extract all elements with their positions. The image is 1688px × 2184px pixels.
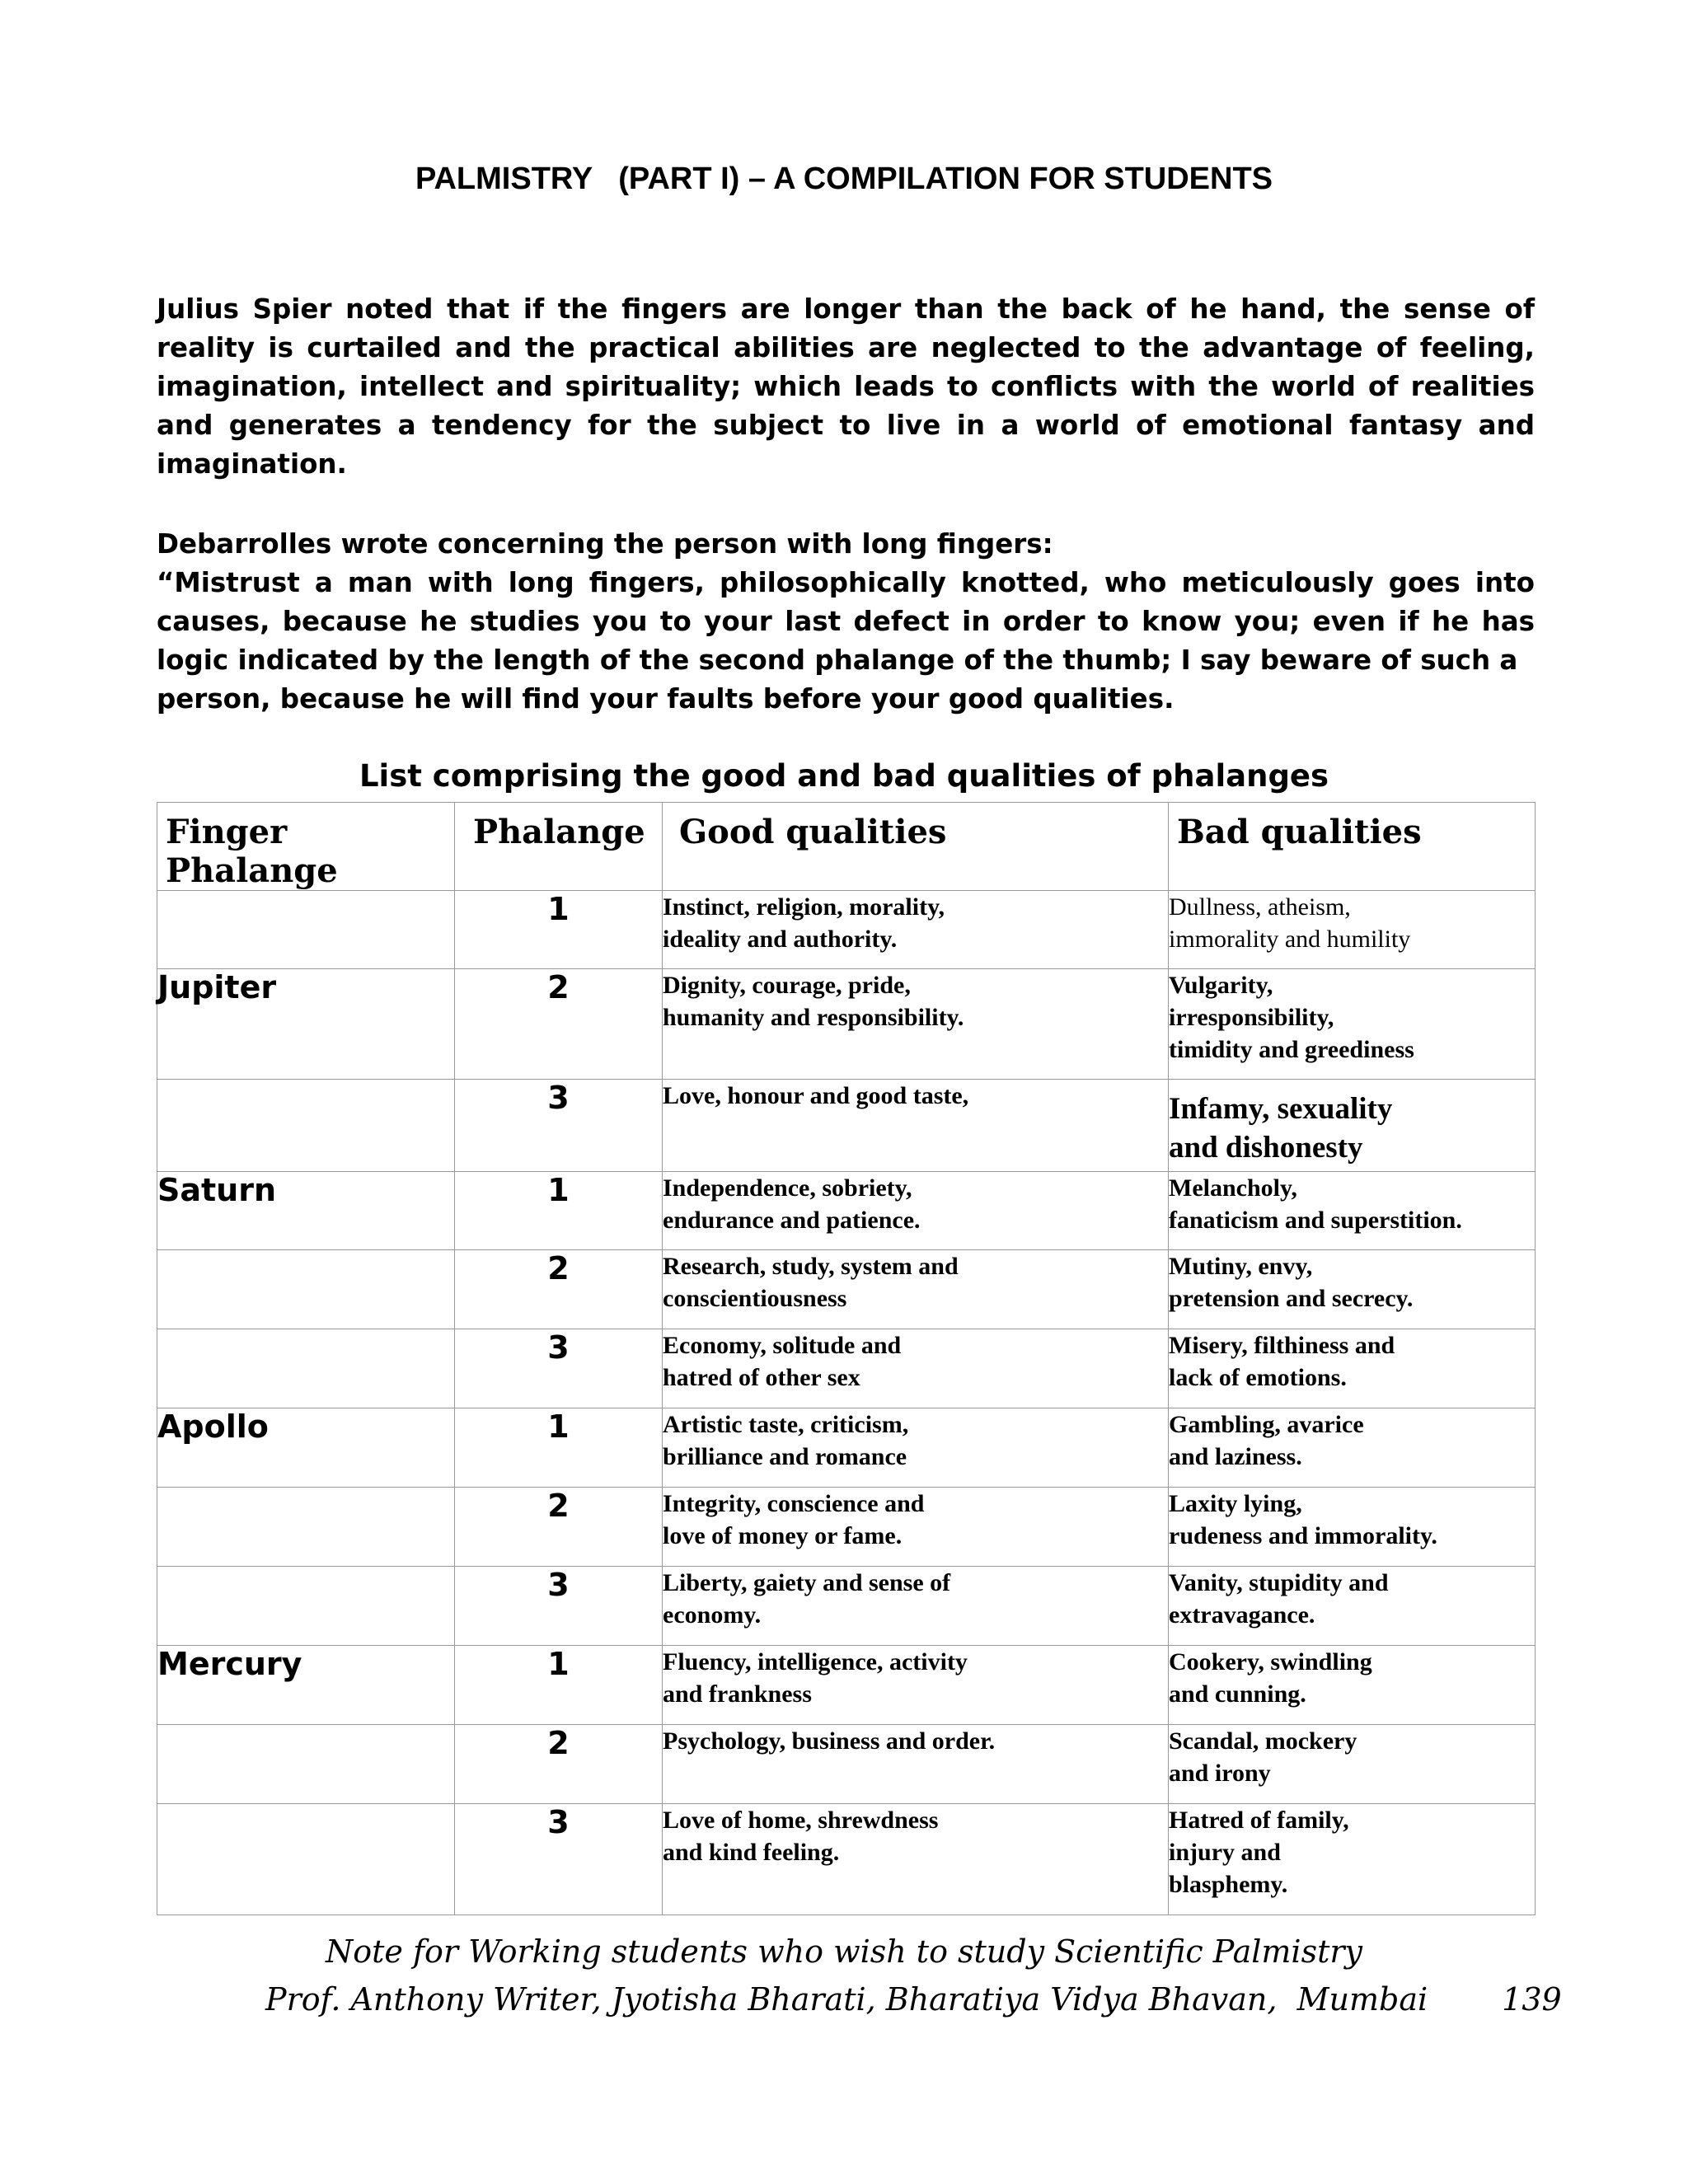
cell-bad: Laxity lying, rudeness and immorality. [1169, 1488, 1536, 1567]
cell-phalange: 1 [455, 1408, 663, 1488]
footer-note: Note for Working students who wish to study Scientific Palmistry [326, 1933, 1362, 1970]
table-header-row [157, 803, 1536, 891]
header-finger-phalange: Finger Phalange [157, 803, 455, 891]
footer-author [265, 1981, 1562, 2018]
table-caption: List comprising the good and bad qualities of phalanges [359, 758, 1329, 794]
cell-bad: Mutiny, envy, pretension and secrecy. [1169, 1250, 1536, 1329]
cell-bad: Vulgarity, irresponsibility, timidity and greediness [1169, 969, 1536, 1080]
cell-good: Dignity, courage, pride, humanity and responsibility. [663, 969, 1169, 1080]
cell-phalange: 1 [455, 1172, 663, 1250]
header-phalange: Phalange [455, 803, 663, 891]
cell-phalange: 1 [455, 891, 663, 969]
cell-bad: Scandal, mockery and irony [1169, 1725, 1536, 1804]
cell-phalange: 1 [455, 1646, 663, 1725]
cell-bad: Cookery, swindling and cunning. [1169, 1646, 1536, 1725]
cell-good: Research, study, system and conscientiousness [663, 1250, 1169, 1329]
header-bad-qualities: Bad qualities [1169, 803, 1536, 891]
cell-finger: Jupiter [157, 969, 455, 1080]
cell-phalange: 3 [455, 1804, 663, 1915]
cell-good: Instinct, religion, morality, ideality and authority. [663, 891, 1169, 969]
cell-bad: Infamy, sexuality and dishonesty [1169, 1080, 1536, 1172]
debarrolles-quote: “Mistrust a man with long fingers, philosophically knotted, who meticulously goes into causes, because he studies you to your last defect in order to know you; even if he has logic indicated by the length of the second phalange of the thumb; I say beware of such a [157, 567, 1535, 676]
cell-phalange: 2 [455, 1488, 663, 1567]
cell-phalange: 2 [455, 969, 663, 1080]
cell-good: Independence, sobriety, endurance and patience. [663, 1172, 1169, 1250]
cell-phalange: 2 [455, 1725, 663, 1804]
cell-good: Artistic taste, criticism, brilliance and romance [663, 1408, 1169, 1488]
paragraph-spier: Julius Spier noted that if the fingers are longer than the back of he hand, the sense of reality is curtailed and the practical abilities are neglected to the advantage of feeling, imagination, intellect and spirituality; which leads to conflicts with the world of realities and generates a tendency for the subject to live in a world of emotional fantasy and imagination. [157, 293, 1535, 480]
footer-author-text: Prof. Anthony Writer, Jyotisha Bharati, Bharatiya Vidya Bhavan, Mumbai [265, 1981, 1428, 2018]
table-row [157, 1725, 1536, 1804]
page-number: 139 [1502, 1981, 1562, 2018]
cell-finger [157, 891, 455, 969]
table-row [157, 1408, 1536, 1488]
cell-bad: Misery, filthiness and lack of emotions. [1169, 1329, 1536, 1408]
page-title: PALMISTRY (PART I) – A COMPILATION FOR STUDENTS [415, 162, 1273, 196]
table-row [157, 1804, 1536, 1915]
table-row [157, 1250, 1536, 1329]
cell-bad: Vanity, stupidity and extravagance. [1169, 1567, 1536, 1646]
cell-finger [157, 1725, 455, 1804]
cell-good: Liberty, gaiety and sense of economy. [663, 1567, 1169, 1646]
table-row [157, 969, 1536, 1080]
paragraph-debarrolles [157, 525, 1535, 719]
table-row [157, 891, 1536, 969]
cell-finger: Apollo [157, 1408, 455, 1488]
cell-bad: Hatred of family, injury and blasphemy. [1169, 1804, 1536, 1915]
cell-finger [157, 1488, 455, 1567]
debarrolles-quote-end: person, because he will find your faults before your good qualities. [157, 683, 1175, 715]
cell-finger [157, 1250, 455, 1329]
table-row [157, 1080, 1536, 1172]
cell-phalange: 2 [455, 1250, 663, 1329]
cell-finger [157, 1080, 455, 1172]
cell-good: Psychology, business and order. [663, 1725, 1169, 1804]
cell-good: Integrity, conscience and love of money or fame. [663, 1488, 1169, 1567]
cell-phalange: 3 [455, 1567, 663, 1646]
table-row [157, 1488, 1536, 1567]
cell-finger [157, 1329, 455, 1408]
cell-good: Fluency, intelligence, activity and frankness [663, 1646, 1169, 1725]
table-row [157, 1329, 1536, 1408]
table-row [157, 1567, 1536, 1646]
table-row [157, 1646, 1536, 1725]
header-good-qualities: Good qualities [663, 803, 1169, 891]
cell-phalange: 3 [455, 1329, 663, 1408]
cell-good: Economy, solitude and hatred of other sex [663, 1329, 1169, 1408]
cell-finger: Saturn [157, 1172, 455, 1250]
cell-finger: Mercury [157, 1646, 455, 1725]
debarrolles-intro: Debarrolles wrote concerning the person with long fingers: [157, 528, 1053, 560]
cell-bad: Melancholy, fanaticism and superstition. [1169, 1172, 1536, 1250]
table-row [157, 1172, 1536, 1250]
cell-finger [157, 1567, 455, 1646]
cell-good: Love, honour and good taste, [663, 1080, 1169, 1172]
cell-bad: Gambling, avarice and laziness. [1169, 1408, 1536, 1488]
qualities-table [157, 802, 1536, 1915]
cell-good: Love of home, shrewdness and kind feeling. [663, 1804, 1169, 1915]
cell-finger [157, 1804, 455, 1915]
cell-phalange: 3 [455, 1080, 663, 1172]
cell-bad: Dullness, atheism, immorality and humility [1169, 891, 1536, 969]
